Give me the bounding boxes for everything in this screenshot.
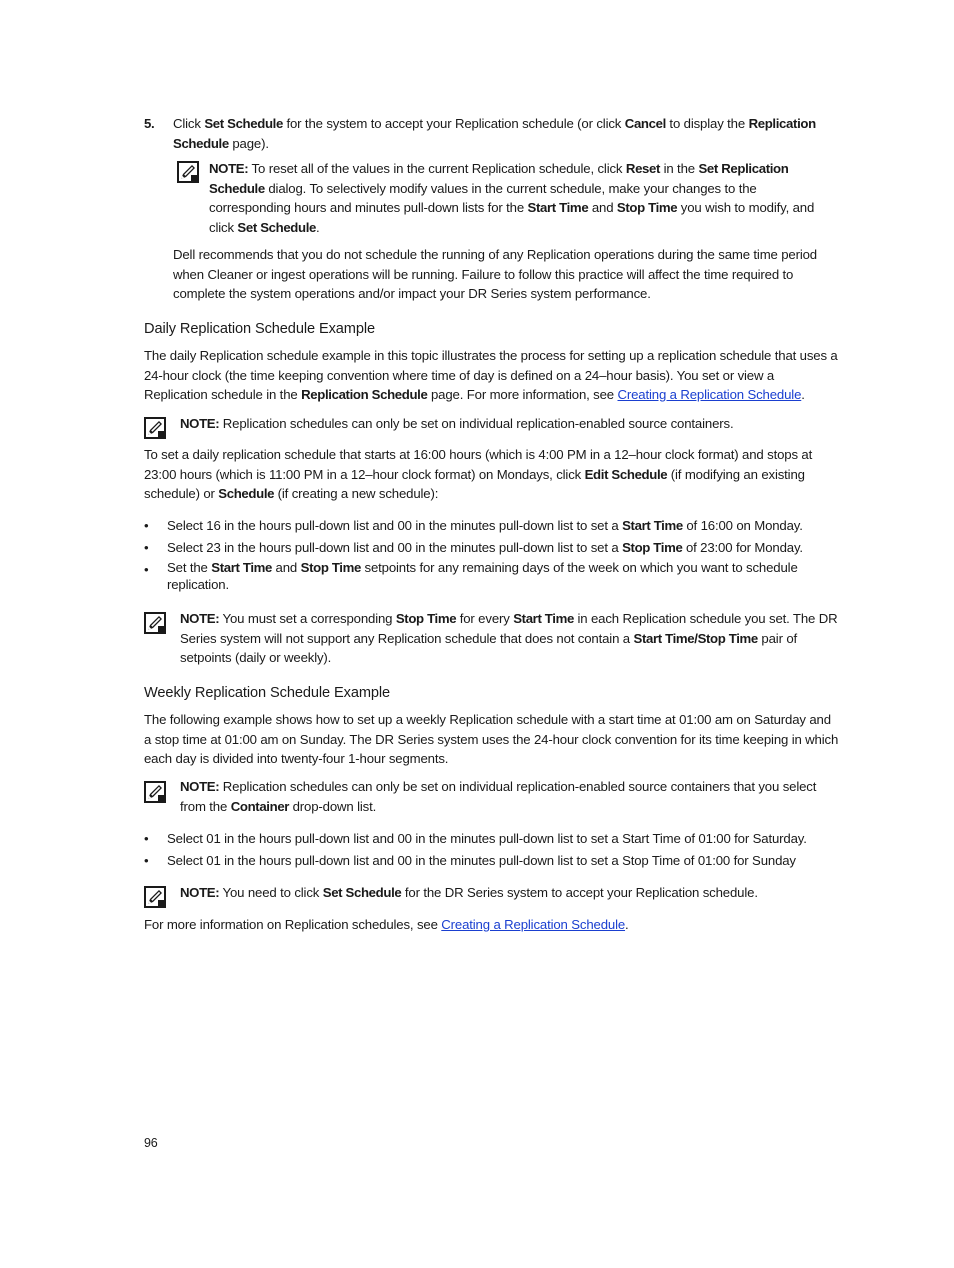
- list-item: Set the Start Time and Stop Time setpoints for any remaining days of the week on which you want to schedule replication.: [167, 560, 798, 592]
- bullet-marker: •: [144, 540, 149, 555]
- step-5-text: Click Set Schedule for the system to accept your Replication schedule (or click Cancel to display the Replication Schedule page).: [173, 116, 816, 151]
- bullet-marker: •: [144, 831, 149, 846]
- list-item: Select 16 in the hours pull-down list and 00 in the minutes pull-down list to set a Start Time of 16:00 on Monday.: [167, 518, 803, 533]
- pencil-note-icon: [144, 781, 166, 803]
- pencil-note-icon: [144, 886, 166, 908]
- creating-replication-schedule-link[interactable]: Creating a Replication Schedule: [617, 387, 802, 402]
- pencil-note-icon: [144, 417, 166, 439]
- step-5-note: NOTE: To reset all of the values in the current Replication schedule, click Reset in the Set Replication Schedule dialog. To selectively modify values in the current schedule, make your changes to the corresponding hours and minutes pull-down lists for the Start Time and Stop Time you wish to modify, and click Set Schedule.: [209, 161, 815, 235]
- pencil-note-icon: [177, 161, 199, 183]
- recommendation-paragraph: Dell recommends that you do not schedule the running of any Replication operations during the same time period when Cleaner or ingest operations will be running. Failure to follow this practice will affect the time required to complete the system operations and/or impact your DR Series system performance.: [173, 247, 817, 301]
- weekly-note-2: NOTE: You need to click Set Schedule for the DR Series system to accept your Replication schedule.: [180, 885, 758, 900]
- daily-note-2: NOTE: You must set a corresponding Stop Time for every Start Time in each Replication schedule you set. The DR Series system will not support any Replication schedule that does not contain a Start Time/Stop Time pair of setpoints (daily or weekly).: [180, 611, 838, 665]
- daily-intro: The daily Replication schedule example in this topic illustrates the process for setting up a replication schedule that uses a 24-hour clock (the time keeping convention where time of day is defined on a 24–hour basis). You set or view a Replication schedule in the Replication Schedule page. For more information, see Creating a Replication Schedule.: [144, 348, 838, 402]
- list-item: Select 01 in the hours pull-down list and 00 in the minutes pull-down list to set a Start Time of 01:00 for Saturday.: [167, 831, 807, 846]
- bullet-marker: •: [144, 518, 149, 533]
- list-item: Select 01 in the hours pull-down list and 00 in the minutes pull-down list to set a Stop Time of 01:00 for Sunday: [167, 853, 796, 868]
- bullet-marker: •: [144, 853, 149, 868]
- step-number: 5.: [144, 116, 155, 131]
- list-item: Select 23 in the hours pull-down list and 00 in the minutes pull-down list to set a Stop Time of 23:00 for Monday.: [167, 540, 803, 555]
- daily-heading: Daily Replication Schedule Example: [144, 321, 376, 337]
- more-info-paragraph: For more information on Replication schedules, see Creating a Replication Schedule.: [144, 917, 629, 932]
- weekly-note-1: NOTE: Replication schedules can only be set on individual replication-enabled source containers that you select from the Container drop-down list.: [180, 779, 817, 814]
- weekly-intro: The following example shows how to set up a weekly Replication schedule with a start time at 01:00 am on Saturday and a stop time at 01:00 am on Sunday. The DR Series system uses the 24-hour clock convention for its time keeping in which each day is divided into twenty-four 1-hour segments.: [144, 712, 839, 766]
- weekly-heading: Weekly Replication Schedule Example: [144, 685, 391, 701]
- creating-replication-schedule-link[interactable]: Creating a Replication Schedule: [441, 917, 626, 932]
- daily-note-1: NOTE: Replication schedules can only be set on individual replication-enabled source containers.: [180, 416, 734, 431]
- page-number: 96: [144, 1136, 158, 1150]
- daily-paragraph: To set a daily replication schedule that starts at 16:00 hours (which is 4:00 PM in a 12–hour clock format) and stops at 23:00 hours (which is 11:00 PM in a 12–hour clock format) on Mondays, click Edit Schedule (if modifying an existing schedule) or Schedule (if creating a new schedule):: [144, 447, 813, 501]
- pencil-note-icon: [144, 612, 166, 634]
- bullet-marker: •: [144, 562, 149, 577]
